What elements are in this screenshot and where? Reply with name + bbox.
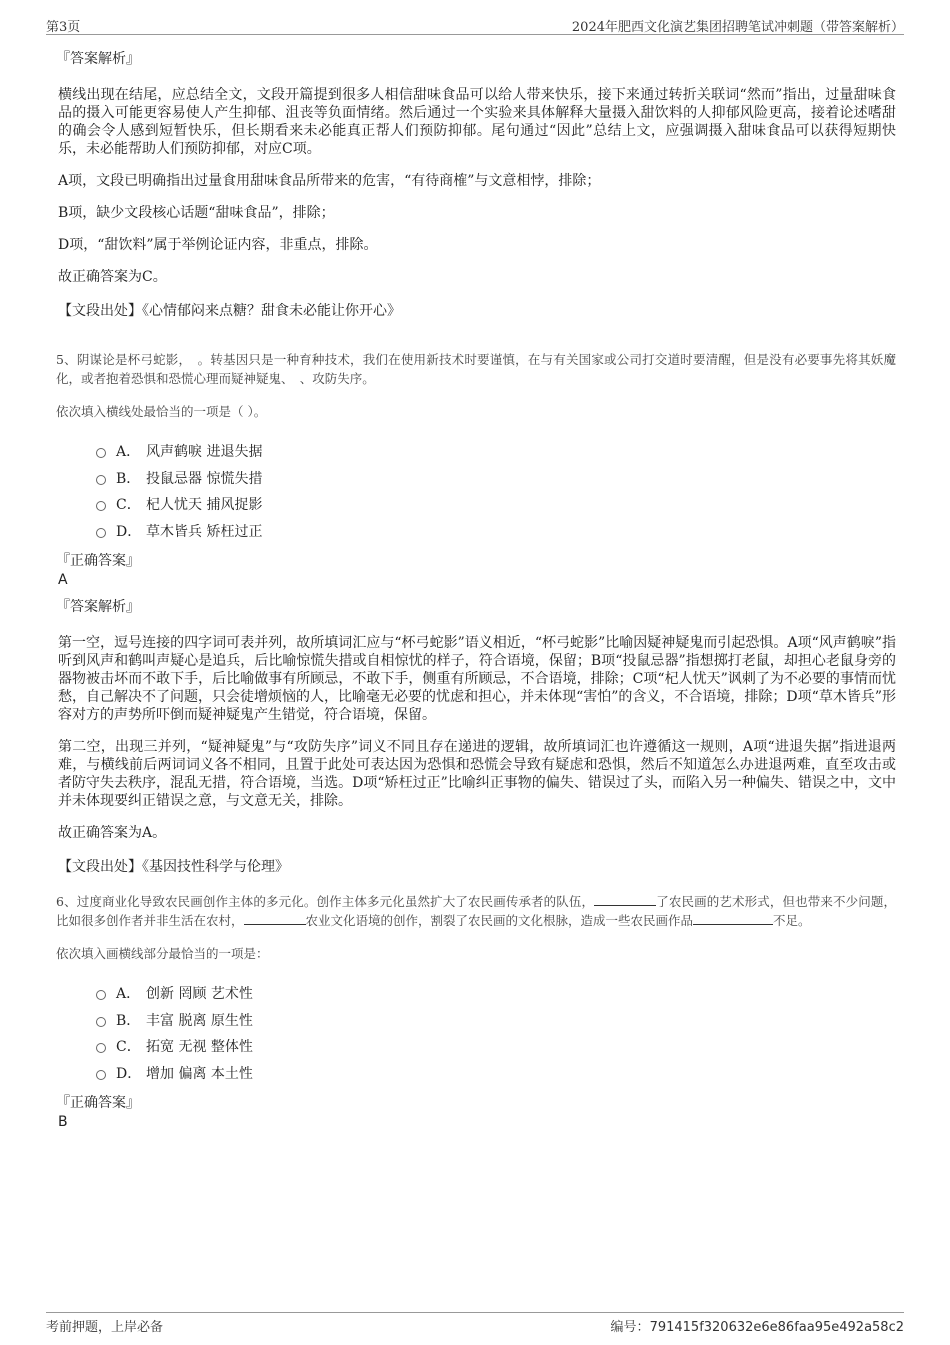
- analysis-paragraph: A项，文段已明确指出过量食用甜味食品所带来的危害，“有待商榷”与文意相悖，排除；: [58, 173, 601, 189]
- passage-source: 【文段出处】《基因技性科学与伦理》: [58, 859, 289, 875]
- correct-answer: B: [58, 1114, 68, 1130]
- option-letter: A．: [116, 986, 141, 1003]
- option-letter: D．: [116, 523, 142, 540]
- analysis-paragraph: 第二空，出现三并列，“疑神疑鬼”与“攻防失序”词义不同且存在递进的逻辑，故所填词汇也许遵循这一规则，A项“进退失据”指进退两难，与横线前后两词词义各不相同，且置于此处可表达因为恐惧和恐慌会导致有疑虑和恐惧，然后不知道怎么办进退两难，直至攻击或者防守失去秩序，混乱无措，符合语境，当选。D项“矫枉过正”比喻纠正事物的偏失、错误过了头，而陷入另一种偏失、错误之中，文中并未体现要纠正错误之意，与文意无关，排除。: [58, 739, 896, 809]
- question-text-part: 农业文化语境的创作，割裂了农民画的文化根脉，造成一些农民画作品: [305, 913, 694, 928]
- question-6: [56, 892, 896, 1130]
- option-letter: C．: [116, 1039, 141, 1056]
- option-b[interactable]: [96, 465, 896, 492]
- analysis-paragraph: B项，缺少文段核心话题“甜味食品”，排除；: [58, 205, 335, 221]
- analysis-paragraph: D项，“甜饮料”属于举例论证内容，非重点，排除。: [58, 237, 378, 253]
- page-header: [46, 14, 904, 35]
- radio-icon[interactable]: [96, 1017, 106, 1027]
- option-text: 创新 罔顾 艺术性: [146, 986, 253, 1003]
- question-5: [56, 350, 896, 876]
- correct-answer-label: 『正确答案』: [56, 1095, 140, 1111]
- option-text: 投鼠忌器 惊慌失措: [146, 470, 263, 487]
- correct-answer-label: 『正确答案』: [56, 553, 140, 569]
- options-list: [96, 438, 896, 544]
- analysis-label: 『答案解析』: [56, 51, 140, 67]
- radio-icon[interactable]: [96, 448, 106, 458]
- question-text: [56, 892, 896, 930]
- fill-blank: [594, 893, 656, 906]
- question-text-part: 了农民画的艺术形式，但也带来不少问题，比如很多创作者并非生活在农村，: [56, 894, 896, 928]
- fill-blank: [244, 912, 306, 925]
- option-letter: A．: [116, 444, 141, 461]
- option-text: 丰富 脱离 原生性: [146, 1012, 253, 1029]
- option-letter: B．: [116, 470, 141, 487]
- option-letter: C．: [116, 497, 141, 514]
- radio-icon[interactable]: [96, 1043, 106, 1053]
- option-text: 风声鹤唳 进退失据: [146, 444, 263, 461]
- options-list: [96, 980, 896, 1086]
- question-prompt: 依次填入画横线部分最恰当的一项是：: [56, 946, 269, 961]
- document-code: [611, 1316, 904, 1335]
- option-text: 草木皆兵 矫枉过正: [146, 523, 263, 540]
- option-text: 杞人忧天 捕风捉影: [146, 497, 263, 514]
- correct-answer: A: [58, 572, 68, 588]
- document-title: 2024年肥西文化演艺集团招聘笔试冲刺题（带答案解析）: [571, 20, 904, 35]
- option-a[interactable]: [96, 438, 896, 465]
- option-a[interactable]: [96, 980, 896, 1007]
- option-d[interactable]: [96, 518, 896, 545]
- fill-blank: [693, 912, 773, 925]
- analysis-paragraph: 第一空，逗号连接的四字词可表并列，故所填词汇应与“杯弓蛇影”语义相近，“杯弓蛇影”比喻因疑神疑鬼而引起恐惧。A项“风声鹤唳”指听到风声和鹤叫声疑心是追兵，后比喻惊慌失措或自相惊忧的样子，符合语境，保留；B项“投鼠忌器”指想掷打老鼠，却担心老鼠身旁的器物被击坏而不敢下手，后比喻做事有所顾忌，不敢下手，侧重有所顾忌，不合语境，排除；C项“杞人忧天”讽刺了为不必要的事情而忧愁，自己解决不了问题，只会徒增烦恼的人，比喻毫无必要的忧虑和担心，并未体现“害怕”的含义，不合语境，排除；D项“草木皆兵”形容对方的声势所吓倒而疑神疑鬼产生错觉，符合语境，保留。: [58, 635, 896, 723]
- option-letter: B．: [116, 1012, 141, 1029]
- option-c[interactable]: [96, 1033, 896, 1060]
- question-prompt: 依次填入横线处最恰当的一项是（ ）。: [56, 404, 267, 419]
- question-text-part: 6、过度商业化导致农民画创作主体的多元化。创作主体多元化虽然扩大了农民画传承者的队伍，: [56, 894, 595, 909]
- question-4-tail: [56, 48, 896, 320]
- option-b[interactable]: [96, 1007, 896, 1034]
- analysis-paragraph: 横线出现在结尾，应总结全文，文段开篇提到很多人相信甜味食品可以给人带来快乐，接下来通过转折关联词“然而”指出，过量甜味食品的摄入可能更容易使人产生抑郁、沮丧等负面情绪。然后通过一个实验来具体解释大量摄入甜饮料的人抑郁风险更高，接着论述嗜甜的确会令人感到短暂快乐，但长期看来未必能真正帮人们预防抑郁。尾句通过“因此”总结上文，应强调摄入甜味食品可以获得短期快乐，未必能帮助人们预防抑郁，对应C项。: [58, 87, 896, 157]
- footer-slogan: 考前押题，上岸必备: [46, 1320, 164, 1335]
- analysis-label: 『答案解析』: [56, 599, 140, 615]
- page-number: 第3页: [46, 20, 81, 35]
- radio-icon[interactable]: [96, 1070, 106, 1080]
- radio-icon[interactable]: [96, 501, 106, 511]
- option-d[interactable]: [96, 1060, 896, 1087]
- code-label: 编号：: [610, 1320, 650, 1335]
- option-text: 拓宽 无视 整体性: [146, 1039, 253, 1056]
- radio-icon[interactable]: [96, 528, 106, 538]
- option-text: 增加 偏离 本土性: [146, 1065, 253, 1082]
- analysis-paragraph: 故正确答案为C。: [58, 269, 167, 285]
- passage-source: 【文段出处】《心情郁闷来点糖？甜食未必能让你开心》: [58, 303, 401, 319]
- option-c[interactable]: [96, 491, 896, 518]
- question-text-part: 不足。: [773, 913, 811, 928]
- document-body: [56, 40, 896, 1138]
- option-letter: D．: [116, 1065, 142, 1082]
- question-text: 5、阴谋论是杯弓蛇影， 。转基因只是一种育种技术，我们在使用新技术时要谨慎，在与有关国家或公司打交道时要清醒，但是没有必要事先将其妖魔化，或者抱着恐惧和恐慌心理而疑神疑鬼、 、攻防失序。: [56, 352, 896, 386]
- radio-icon[interactable]: [96, 475, 106, 485]
- radio-icon[interactable]: [96, 990, 106, 1000]
- analysis-paragraph: 故正确答案为A。: [58, 825, 167, 841]
- code-value: 791415f320632e6e86faa95e492a58c2: [649, 1320, 904, 1335]
- page-footer: [46, 1312, 904, 1335]
